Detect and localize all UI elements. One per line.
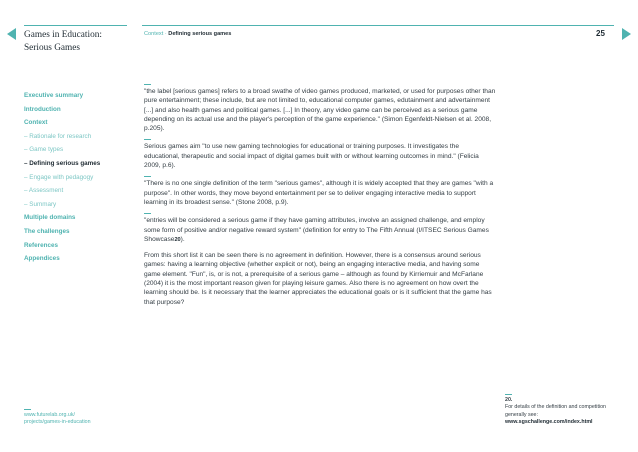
paragraph-dash — [144, 176, 151, 177]
footnote-number: 20. — [505, 397, 513, 403]
footer-url-block — [24, 409, 91, 427]
nav-item-engage-with-pedagogy[interactable]: – Engage with pedagogy — [24, 173, 94, 181]
nav-item-rationale-for-research[interactable]: – Rationale for research — [24, 132, 92, 140]
nav-item-summary[interactable]: – Summary — [24, 200, 57, 208]
sidebar-nav — [24, 89, 132, 266]
footer-dash — [24, 409, 31, 410]
quote-paragraph: "the label [serious games] refers to a broad swathe of video games produced, marketed, or used for purposes other than pure entertainment; these include, but are not limited to, educational computer games, edutainment and advertainment [...] and also health games and political games. [...] In theory, any video game can be perceived as a serious game depending on its actual use and the player's perception of the game experience." (Simon Egenfeldt-Nielsen et al. 2008, p.205). — [144, 88, 496, 133]
paragraph-dash — [144, 84, 151, 85]
quote-paragraph: "There is no one single definition of the term "serious games", although it is widely accepted that they are games "with a purpose". In other words, they move beyond entertainment per se to deliver engaging interactive media to support learning in its broadest sense." (Stone 2008, p.9). — [144, 180, 494, 206]
breadcrumb-parent[interactable]: Context — [144, 31, 164, 37]
nav-item-references[interactable]: References — [24, 241, 58, 249]
quote-paragraph — [144, 216, 496, 245]
previous-page-arrow-icon[interactable] — [7, 28, 16, 40]
nav-item-assessment[interactable]: – Assessment — [24, 187, 64, 195]
footnote-link[interactable]: www.sgschallenge.com/index.html — [505, 418, 593, 425]
footnote-text: For details of the definition and competition generally see: — [505, 404, 606, 418]
nav-item-defining-serious-games[interactable]: – Defining serious games — [24, 159, 101, 167]
header-rule-left — [24, 25, 127, 26]
paragraph-text: "entries will be considered a serious game if they have gaming attributes, involve an assigned challenge, and employ some form of positive and/or negative reward system" (definition for entry to The Fifth Annual (I/ITSEC Serious Games Showcase — [144, 217, 489, 243]
body-paragraph: From this short list it can be seen there is no agreement in definition. However, there is a consensus around serious games: having a learning objective (whether explicit or not), being an engaging interactive media, and having some game element. "Fun", is, or is not, a prerequisite of a serious game – although as found by Kirriemuir and McFarlane (2004) it is the most important reason given for playing leisure games. Also there is no agreement on how overt the learning should be. Is it necessary that the learner appreciates the educational goals or is it sufficient that the game has that purpose? — [144, 252, 492, 306]
footnote-dash — [505, 394, 512, 395]
nav-item-appendices[interactable]: Appendices — [24, 255, 60, 263]
next-page-arrow-icon[interactable] — [622, 28, 631, 40]
nav-item-game-types[interactable]: – Game types — [24, 146, 64, 154]
page-number: 25 — [596, 29, 605, 38]
nav-item-executive-summary[interactable]: Executive summary — [24, 92, 84, 99]
paragraph-dash — [144, 213, 151, 214]
footer-url-line-1: www.futurelab.org.uk/ — [24, 412, 75, 418]
breadcrumb-separator: · — [164, 31, 167, 37]
footnote-reference[interactable]: 20 — [174, 236, 181, 243]
footer-url-line-2: projects/games-in-education — [24, 419, 91, 426]
nav-item-introduction[interactable]: Introduction — [24, 105, 61, 113]
nav-item-the-challenges[interactable]: The challenges — [24, 227, 70, 235]
nav-item-multiple-domains[interactable]: Multiple domains — [24, 214, 76, 222]
nav-item-context[interactable]: Context — [24, 119, 48, 127]
quote-paragraph: Serious games aim "to use new gaming technologies for educational or training purposes. It investigates the educational, therapeutic and social impact of digital games built with or without learning outcomes in mind." (Felicia 2009, p.6). — [144, 143, 479, 170]
document-title: Games in Education: Serious Games — [24, 30, 102, 53]
breadcrumb — [144, 31, 231, 37]
main-content — [144, 84, 496, 313]
paragraph-dash — [144, 139, 151, 140]
breadcrumb-current: Defining serious games — [168, 31, 232, 37]
footnote — [505, 394, 615, 426]
footer-url-link[interactable] — [24, 412, 91, 425]
header-rule-right — [142, 25, 614, 26]
paragraph-tail: ). — [180, 235, 185, 243]
